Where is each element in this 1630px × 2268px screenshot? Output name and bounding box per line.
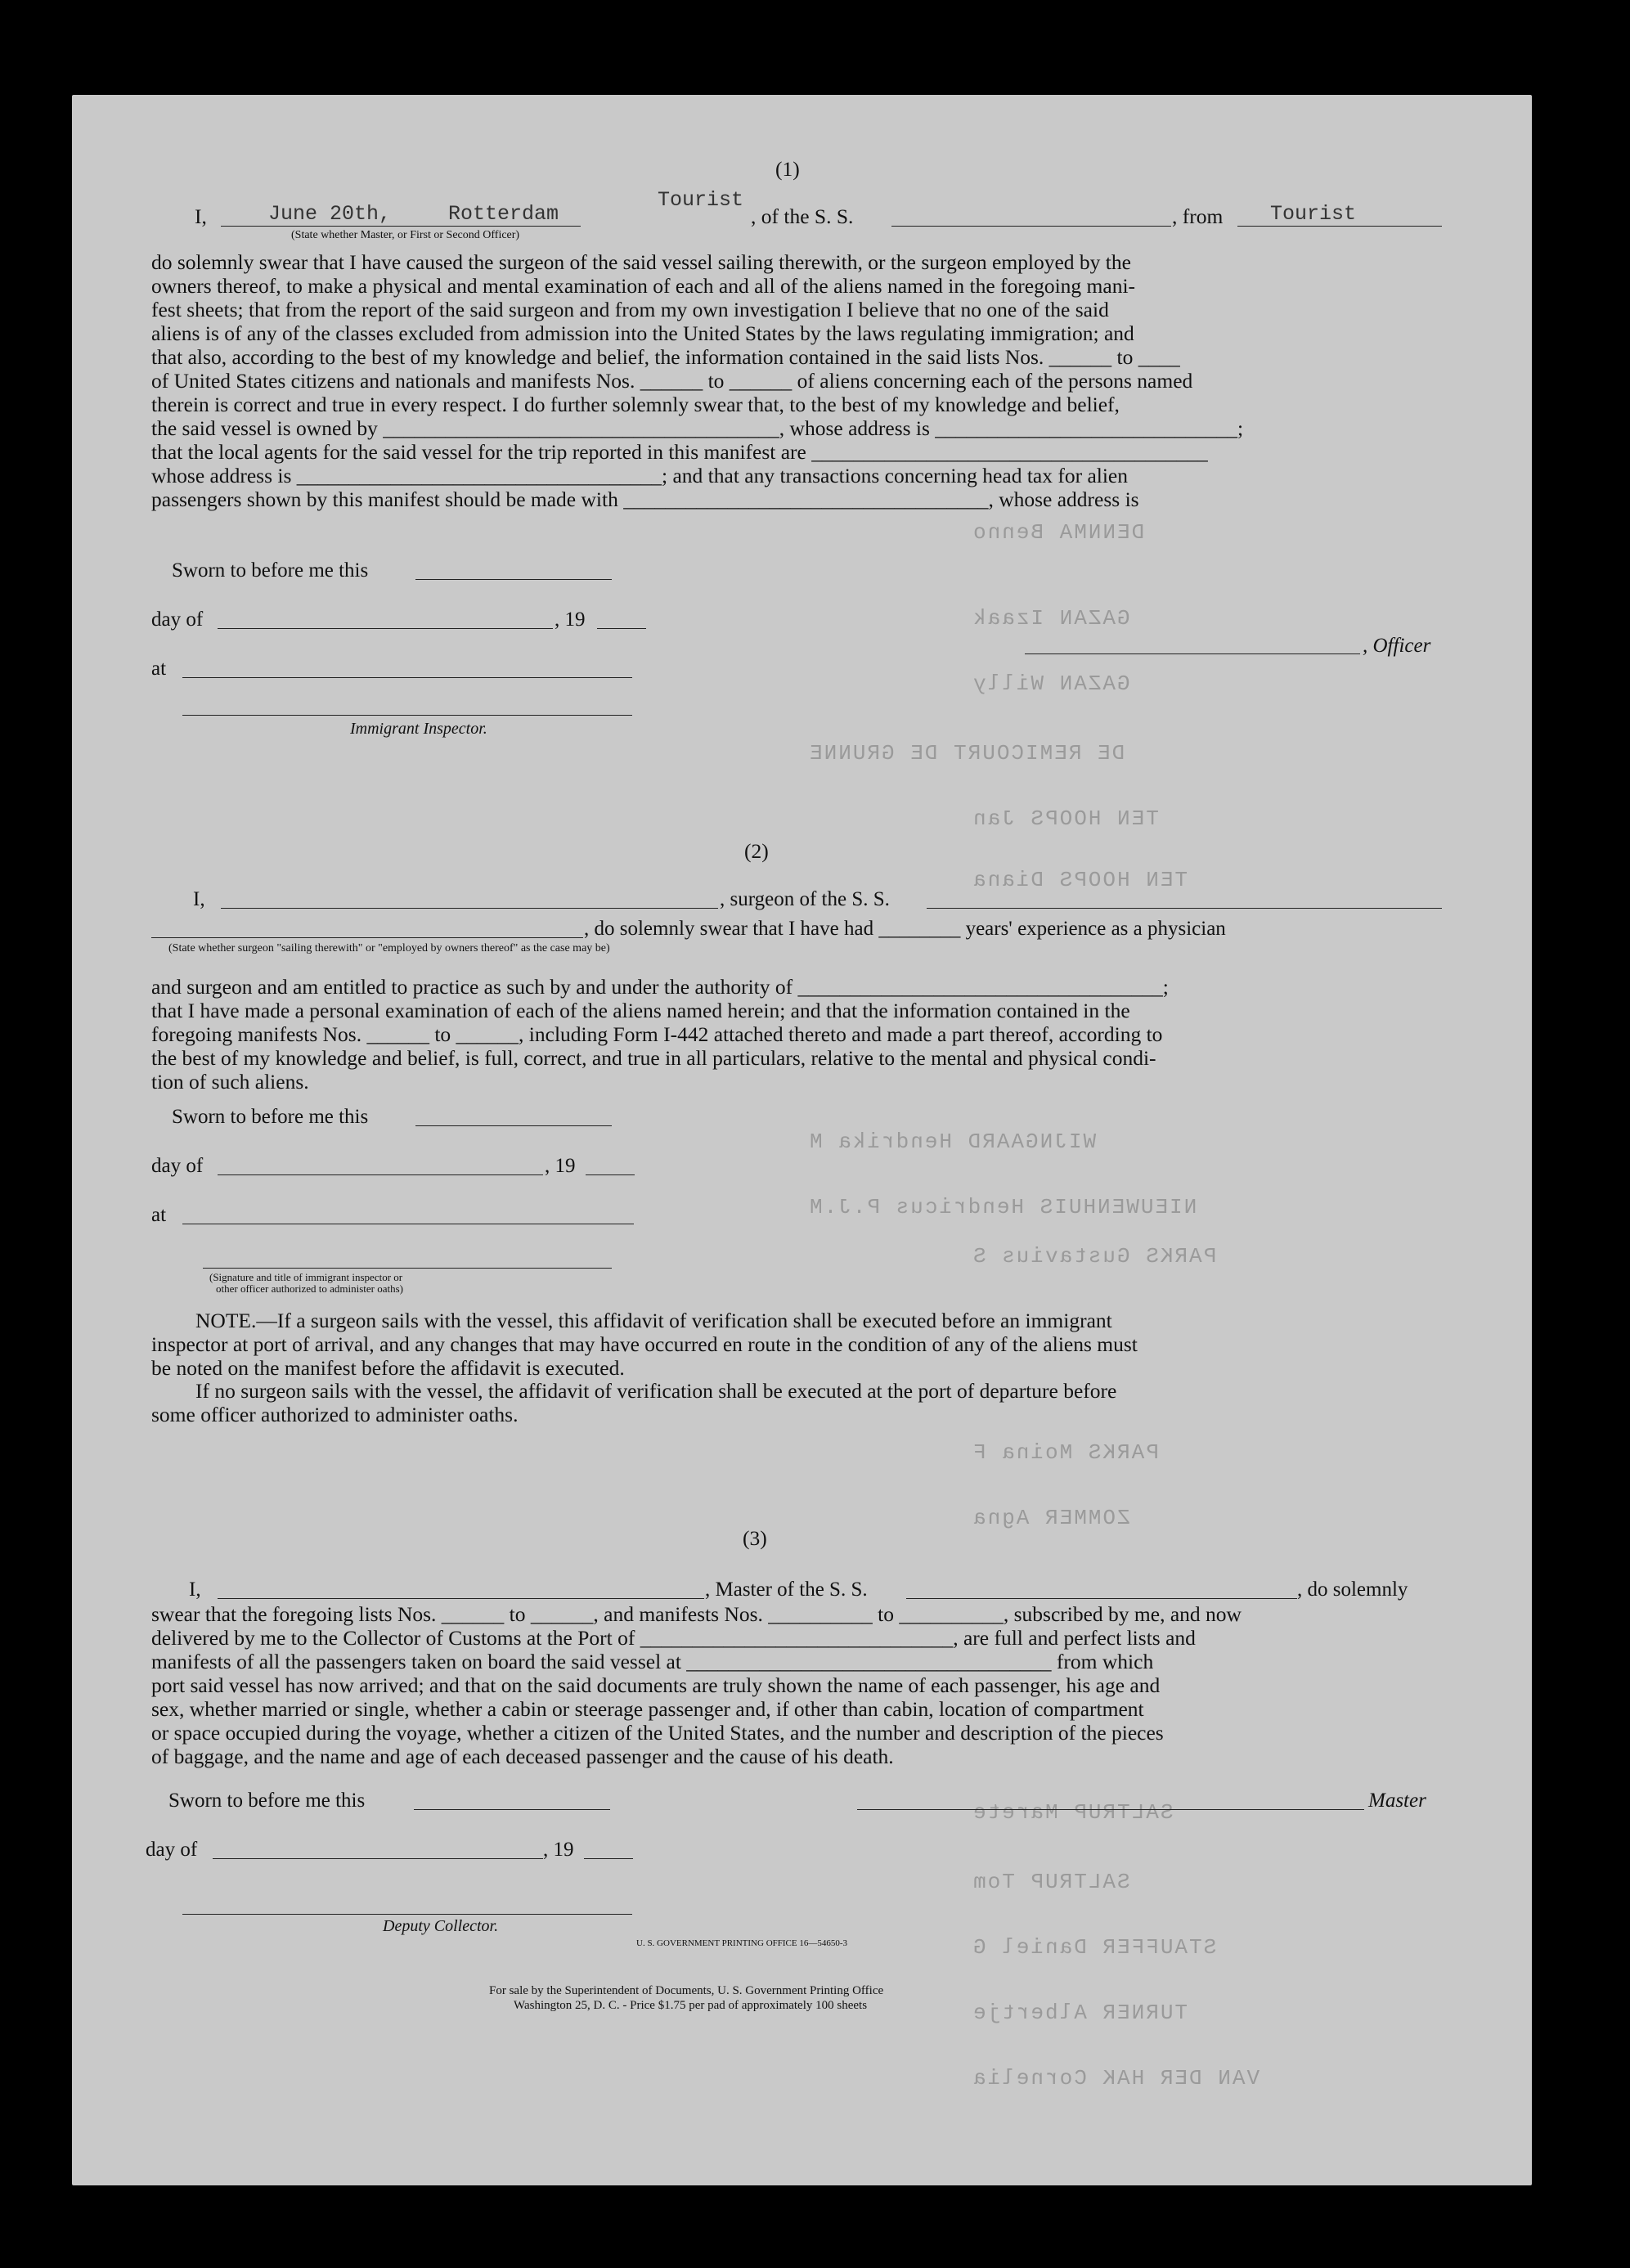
s1-line-1: do solemnly swear that I have caused the surgeon of the said vessel sailing therewith, or the surgeon employed by the xyxy=(151,250,1131,274)
s3-dayof-line[interactable] xyxy=(213,1858,543,1859)
s1-vessel-line[interactable] xyxy=(891,226,1171,227)
s3-line-1: swear that the foregoing lists Nos. ______ to ______, and manifests Nos. __________ to __________, subscribed by me, and now xyxy=(151,1602,1242,1626)
s2-signature-line[interactable] xyxy=(203,1268,612,1269)
s2-state-line[interactable] xyxy=(151,937,583,938)
s1-officer-label: , Officer xyxy=(1363,635,1431,657)
s1-sworn-label: Sworn to before me this xyxy=(172,559,369,582)
s3-deputy-line[interactable] xyxy=(182,1914,632,1915)
bleed-through-row: TEN HOOPS Jan xyxy=(972,806,1159,831)
s2-note2-line-1: If no surgeon sails with the vessel, the affidavit of verification shall be executed at the port of departure before xyxy=(195,1379,1117,1403)
s3-dayof-label: day of xyxy=(146,1839,198,1861)
s1-dayof-label: day of xyxy=(151,609,204,631)
s2-year-line[interactable] xyxy=(586,1174,635,1175)
bleed-through-row: GAZAN Izaak xyxy=(972,606,1130,631)
s2-sig-note-2: other officer authorized to administer oaths) xyxy=(216,1282,403,1295)
s3-name-line[interactable] xyxy=(218,1598,704,1599)
manifest-form-page xyxy=(72,95,1532,2185)
s2-line-3: foregoing manifests Nos. ______ to ______, including Form I-442 attached thereto and made a part thereof, according to xyxy=(151,1022,1163,1046)
s1-typed-date: June 20th, xyxy=(268,202,392,226)
s2-line-2: that I have made a personal examination of each of the aliens named herein; and that the information contained in the xyxy=(151,999,1130,1022)
s2-dayof-label: day of xyxy=(151,1155,204,1177)
s1-line-7: therein is correct and true in every respect. I do further solemnly swear that, to the best of my knowledge and belief, xyxy=(151,393,1120,416)
s1-at-label: at xyxy=(151,658,167,680)
s1-line-10: whose address is ___________________________________; and that any transactions concerning head tax for alien xyxy=(151,464,1129,487)
bleed-through-row: DE REMICOURT DE GRUNNE xyxy=(808,741,1125,766)
s1-year-line[interactable] xyxy=(597,628,646,629)
s1-typed-officer: Tourist xyxy=(658,188,744,212)
s2-state-surgeon-note: (State whether surgeon "sailing therewith" or "employed by owners thereof" as the case may be) xyxy=(168,942,610,954)
s1-officer-line[interactable] xyxy=(221,226,581,227)
bleed-through-row: TURNER Albertje xyxy=(972,2001,1188,2025)
s2-swear-line: , do solemnly swear that I have had ________ years' experience as a physician xyxy=(584,918,1226,940)
s1-line-6: of United States citizens and nationals and manifests Nos. ______ to ______ of aliens concerning each of the persons named xyxy=(151,369,1193,393)
s1-line-2: owners thereof, to make a physical and mental examination of each and all of the aliens named in the foregoing mani- xyxy=(151,274,1136,298)
section-3-number: (3) xyxy=(743,1526,767,1550)
s3-sworn-label: Sworn to before me this xyxy=(168,1790,366,1812)
s1-typed-vessel: Rotterdam xyxy=(448,202,559,226)
s1-state-officer-note: (State whether Master, or First or Second Officer) xyxy=(291,229,520,241)
s3-vessel-line[interactable] xyxy=(906,1598,1297,1599)
s2-dayof-line[interactable] xyxy=(218,1174,543,1175)
s3-year-line[interactable] xyxy=(584,1858,633,1859)
bleed-through-row: TEN HOOPS Diana xyxy=(972,868,1188,892)
s2-note-line-1: NOTE.—If a surgeon sails with the vessel, this affidavit of verification shall be executed before an immigrant xyxy=(195,1309,1112,1332)
s3-line-5: sex, whether married or single, whether a cabin or steerage passenger and, if other than cabin, location of compartment xyxy=(151,1697,1144,1721)
s2-line-4: the best of my knowledge and belief, is full, correct, and true in all particulars, relative to the mental and physical condi- xyxy=(151,1046,1156,1070)
footer-gpo: U. S. GOVERNMENT PRINTING OFFICE 16—54650-3 xyxy=(636,1938,848,1948)
s2-year-label: , 19 xyxy=(545,1155,576,1177)
s2-note-line-3: be noted on the manifest before the affidavit is executed. xyxy=(151,1356,625,1380)
bleed-through-row: GAZAN Willy xyxy=(972,671,1130,696)
footer-sale-1: For sale by the Superintendent of Documents, U. S. Government Printing Office xyxy=(489,1984,884,1997)
bleed-through-row: SALTRUP Tom xyxy=(972,1870,1130,1894)
bleed-through-row: PARKS Gustavius S xyxy=(972,1244,1217,1269)
s2-sig-note-1: (Signature and title of immigrant inspector or xyxy=(209,1271,403,1283)
s1-sworn-line[interactable] xyxy=(415,579,612,580)
s3-line-7: of baggage, and the name and age of each deceased passenger and the cause of his death. xyxy=(151,1745,894,1768)
s1-line-5: that also, according to the best of my knowledge and belief, the information contained in the said lists Nos. ______ to ____ xyxy=(151,345,1180,369)
s3-do-solemnly: , do solemnly xyxy=(1297,1579,1408,1601)
s1-of-ss: , of the S. S. xyxy=(751,204,854,228)
s1-from: , from xyxy=(1172,204,1224,228)
s2-line-1: and surgeon and am entitled to practice as such by and under the authority of ___________________________________; xyxy=(151,975,1169,999)
bleed-through-row: SALTRUP Marete xyxy=(972,1800,1174,1825)
s2-at-label: at xyxy=(151,1204,167,1226)
s2-note-line-2: inspector at port of arrival, and any changes that may have occurred en route in the condition of any of the aliens must xyxy=(151,1332,1138,1356)
s3-i-label: I, xyxy=(189,1579,201,1601)
section-1-number: (1) xyxy=(775,157,800,181)
section-2-number: (2) xyxy=(744,839,769,863)
s1-line-4: aliens is of any of the classes excluded from admission into the United States by the laws regulating immigration; and xyxy=(151,321,1134,345)
s3-year-label: , 19 xyxy=(543,1839,574,1861)
s1-from-line[interactable] xyxy=(1237,226,1442,227)
s2-vessel-line[interactable] xyxy=(927,908,1442,909)
s1-line-9: that the local agents for the said vessel for the trip reported in this manifest are ______________________________________ xyxy=(151,440,1208,464)
s1-year-label: , 19 xyxy=(555,609,586,631)
s1-officer-sign-line[interactable] xyxy=(1025,653,1360,654)
s1-line-8: the said vessel is owned by ______________________________________, whose address is _____________________________; xyxy=(151,416,1244,440)
s2-line-5: tion of such aliens. xyxy=(151,1070,309,1094)
bleed-through-row: NIEUWENHUIS Hendricus P.J.M xyxy=(808,1195,1197,1219)
s3-master-of: , Master of the S. S. xyxy=(705,1579,868,1601)
s2-i-label: I, xyxy=(193,888,205,910)
bleed-through-row: ZOMMER Agna xyxy=(972,1506,1130,1530)
s3-line-4: port said vessel has now arrived; and that on the said documents are truly shown the name of each passenger, his age and xyxy=(151,1673,1161,1697)
s3-master-label: Master xyxy=(1368,1790,1426,1812)
bleed-through-row: STAUFFER Daniel G xyxy=(972,1935,1217,1960)
bleed-through-row: DENNMA Benno xyxy=(972,520,1145,545)
s3-sworn-line[interactable] xyxy=(414,1809,610,1810)
s1-dayof-line[interactable] xyxy=(218,628,553,629)
s3-deputy-label: Deputy Collector. xyxy=(383,1917,499,1935)
s1-inspector-label: Immigrant Inspector. xyxy=(350,720,487,738)
footer-sale-2: Washington 25, D. C. - Price $1.75 per pad of approximately 100 sheets xyxy=(514,1999,868,2012)
bleed-through-row: WIJNGAARD Hendrika M xyxy=(808,1130,1097,1154)
s1-line-3: fest sheets; that from the report of the said surgeon and from my own investigation I believe that no one of the said xyxy=(151,298,1109,321)
s2-note2-line-2: some officer authorized to administer oaths. xyxy=(151,1403,519,1426)
s1-line-11: passengers shown by this manifest should be made with ___________________________________, whose address is xyxy=(151,487,1139,511)
s2-name-line[interactable] xyxy=(221,908,718,909)
s1-i-label: I, xyxy=(195,204,207,228)
s2-surgeon-of: , surgeon of the S. S. xyxy=(720,888,890,910)
s1-at-line[interactable] xyxy=(182,677,632,678)
s2-sworn-label: Sworn to before me this xyxy=(172,1106,369,1128)
s3-line-3: manifests of all the passengers taken on board the said vessel at ___________________________________ from which xyxy=(151,1650,1154,1673)
s3-line-6: or space occupied during the voyage, whether a citizen of the United States, and the number and description of the pieces xyxy=(151,1721,1164,1745)
s3-line-2: delivered by me to the Collector of Customs at the Port of ______________________________, are full and perfect lists and xyxy=(151,1626,1196,1650)
bleed-through-row: PARKS Moina F xyxy=(972,1440,1159,1465)
s3-master-sign-line[interactable] xyxy=(857,1809,1364,1810)
bleed-through-row: VAN DER HAK Cornelia xyxy=(972,2066,1260,2091)
s2-sworn-line[interactable] xyxy=(415,1125,612,1126)
s1-typed-from: Tourist xyxy=(1270,202,1357,226)
s1-inspector-line[interactable] xyxy=(182,715,632,716)
